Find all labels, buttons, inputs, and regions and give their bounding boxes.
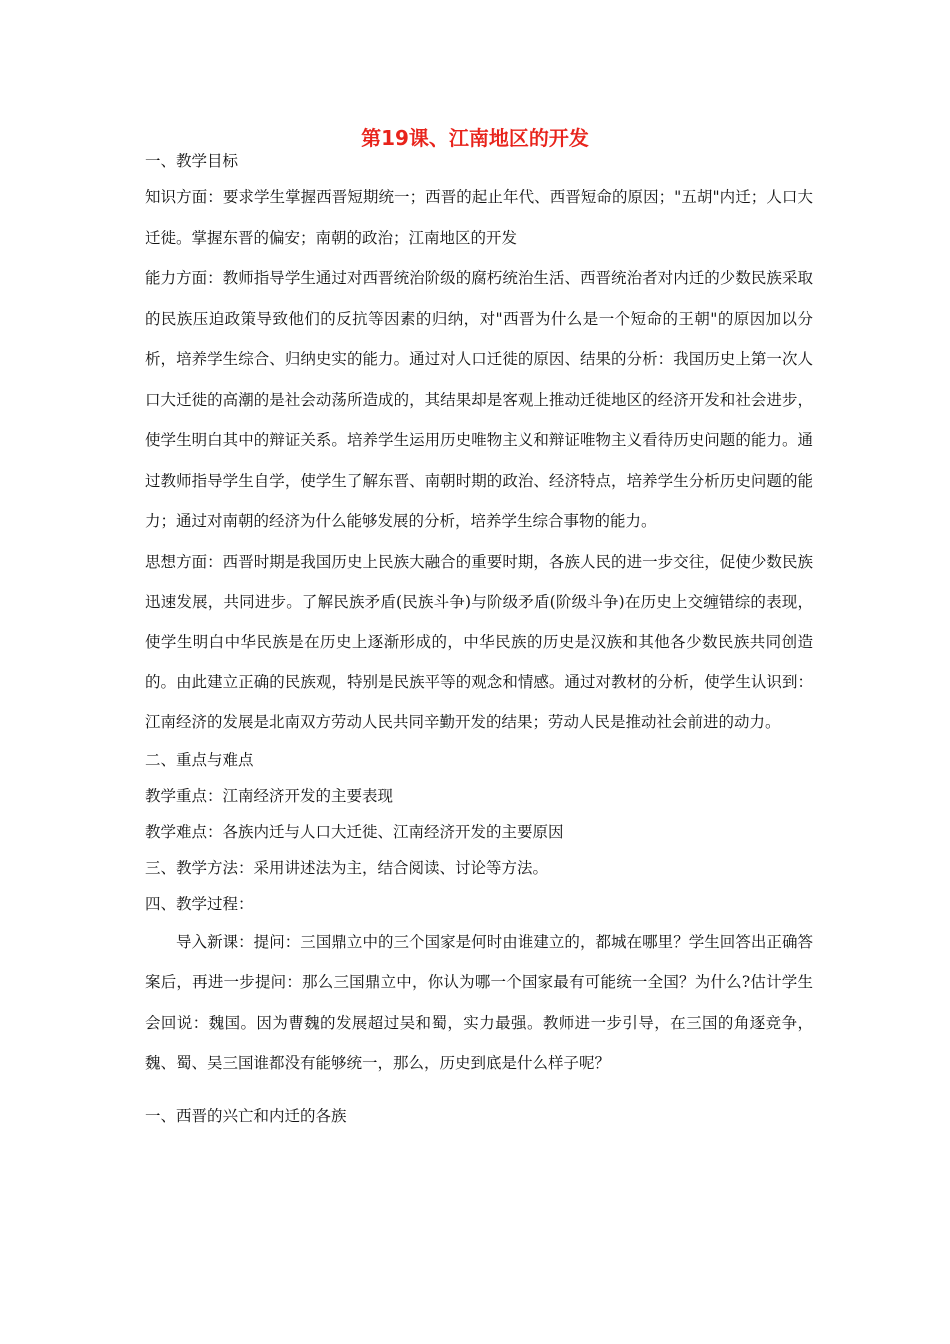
paragraph-knowledge: 知识方面：要求学生掌握西晋短期统一；西晋的起止年代、西晋短命的原因；"五胡"内迁；人口大迁徙。掌握东晋的偏安；南朝的政治；江南地区的开发 xyxy=(145,188,813,247)
document-body xyxy=(145,146,813,1134)
section-heading-part1: 一、西晋的兴亡和内迁的各族 xyxy=(145,1106,347,1125)
paragraph-key-point: 教学重点：江南经济开发的主要表现 xyxy=(145,786,394,805)
page-title: 第19课、江南地区的开发 xyxy=(361,126,589,150)
paragraph-thought: 思想方面：西晋时期是我国历史上民族大融合的重要时期，各族人民的进一步交往，促使少数民族迅速发展，共同进步。了解民族矛盾(民族斗争)与阶级矛盾(阶级斗争)在历史上交缠错综的表现，使学生明白中华民族是在历史上逐渐形成的，中华民族的历史是汉族和其他各少数民族共同创造的。由此建立正确的民族观，特别是民族平等的观念和情感。通过对教材的分析，使学生认识到：江南经济的发展是北南双方劳动人民共同辛勤开发的结果；劳动人民是推动社会前进的动力。 xyxy=(145,552,813,731)
section-heading-process: 四、教学过程： xyxy=(145,894,254,913)
paragraph-intro: 导入新课：提问：三国鼎立中的三个国家是何时由谁建立的，都城在哪里？学生回答出正确答案后，再进一步提问：那么三国鼎立中，你认为哪一个国家最有可能统一全国？为什么?估计学生会回说：魏国。因为曹魏的发展超过吴和蜀，实力最强。教师进一步引导，在三国的角逐竞争，魏、蜀、吴三国谁都没有能够统一，那么，历史到底是什么样子呢？ xyxy=(145,932,813,1072)
section-heading-key-points: 二、重点与难点 xyxy=(145,750,254,769)
paragraph-ability: 能力方面：教师指导学生通过对西晋统治阶级的腐朽统治生活、西晋统治者对内迁的少数民族采取的民族压迫政策导致他们的反抗等因素的归纳，对"西晋为什么是一个短命的王朝"的原因加以分析，培养学生综合、归纳史实的能力。通过对人口迁徙的原因、结果的分析：我国历史上第一次人口大迁徙的高潮的是社会动荡所造成的，其结果却是客观上推动迁徙地区的经济开发和社会进步，使学生明白其中的辩证关系。培养学生运用历史唯物主义和辩证唯物主义看待历史问题的能力。通过教师指导学生自学，使学生了解东晋、南朝时期的政治、经济特点，培养学生分析历史问题的能力；通过对南朝的经济为什么能够发展的分析，培养学生综合事物的能力。 xyxy=(145,269,813,530)
section-heading-objectives: 一、教学目标 xyxy=(145,152,239,170)
paragraph-difficulty: 教学难点：各族内迁与人口大迁徙、江南经济开发的主要原因 xyxy=(145,822,564,841)
section-heading-method: 三、教学方法：采用讲述法为主，结合阅读、讨论等方法。 xyxy=(145,858,549,877)
spacer xyxy=(145,1084,813,1098)
